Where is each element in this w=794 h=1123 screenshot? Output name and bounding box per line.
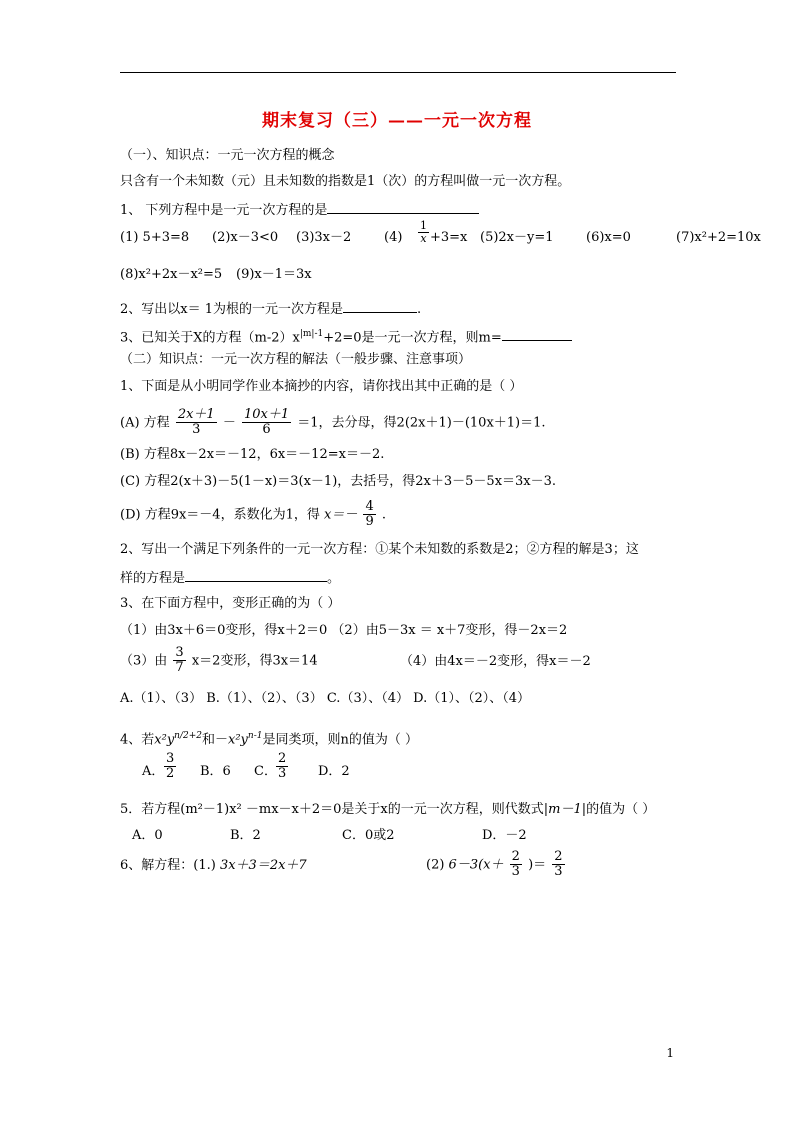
answer-blank[interactable] <box>327 199 479 214</box>
problem-1-option-b: (B) 方程8x－2x＝－12，6x＝－12=x＝－2. <box>120 447 385 462</box>
problem-2-line-2: 样的方程是 。 <box>120 567 340 589</box>
problem-3: 3、在下面方程中，变形正确的为（ ） <box>120 596 341 611</box>
question-2: 2、写出以x＝ 1为根的一元一次方程是 . <box>120 298 421 320</box>
problem-3-items-2: （3）由 $\frac{3}{7}$ x＝2变形，得3x＝14 （4）由4x＝－2变形，得x＝－2 <box>120 645 591 676</box>
question-1: 1、 下列方程中是一元一次方程的是 <box>120 199 479 221</box>
problem-5: 5．若方程(m²－1)x² －mx－x＋2＝0是关于x的一元一次方程，则代数式|m－1|的值为（ ） <box>120 802 656 817</box>
problem-1-option-c: (C) 方程2(x＋3)－5(1－x)＝3(x－1)，去括号，得2x＋3－5－5x＝3x－3. <box>120 474 557 489</box>
answer-blank[interactable] <box>502 326 572 341</box>
definition-text: 只含有一个未知数（元）且未知数的指数是1（次）的方程叫做一元一次方程。 <box>120 174 571 189</box>
problem-1: 1、下面是从小明同学作业本摘抄的内容，请你找出其中正确的是（ ） <box>120 379 523 394</box>
fraction: $\frac{1}{x}$ <box>420 219 427 246</box>
section1-heading: （一）、知识点：一元一次方程的概念 <box>120 148 335 163</box>
question-3: 3、已知关于X的方程$(m-2)x^{|m|-1}+2=0$是一元一次方程，则m= <box>120 324 572 348</box>
problem-3-options: A.（1）、（3） B.（1）、（2）、（3） C.（3）、（4） D.（1）、（2）、（4） <box>120 691 531 706</box>
problem-2-line-1: 2、写出一个满足下列条件的一元一次方程：①某个未知数的系数是2；②方程的解是3；这 <box>120 542 639 557</box>
problem-4: 4、若$x^2y^{n/2+2}$和$-x^2y^{n-1}$是同类项，则n的值为（ ） <box>120 731 418 748</box>
page-title: 期末复习（三）——一元一次方程 <box>262 111 532 131</box>
problem-1-option-d: (D) 方程9x＝－4，系数化为1，得 x＝－ $\frac{4}{9}$ . <box>120 499 387 530</box>
page-number: 1 <box>666 1046 674 1060</box>
answer-blank[interactable] <box>185 567 327 582</box>
section2-heading: （二）知识点：一元一次方程的解法（一般步骤、注意事项） <box>120 352 472 367</box>
problem-1-option-a: (A) 方程 $\frac{2x+1}{3}$ － $\frac{10x+1}{6}$ ＝1，去分母，得2(2x＋1)－(10x＋1)＝1. <box>120 407 546 438</box>
answer-blank[interactable] <box>343 298 417 313</box>
problem-3-items-1: （1）由3x＋6＝0变形，得x＋2＝0 （2）由5－3x ＝ x＋7变形，得－2x＝2 <box>120 623 568 638</box>
problem-6: 6、解方程：(1.) 3x＋3＝2x＋7 (2) 6－3(x＋ $\frac{2}{3}$ )＝ $\frac{2}{3}$ <box>120 849 563 880</box>
header-rule <box>120 72 676 73</box>
